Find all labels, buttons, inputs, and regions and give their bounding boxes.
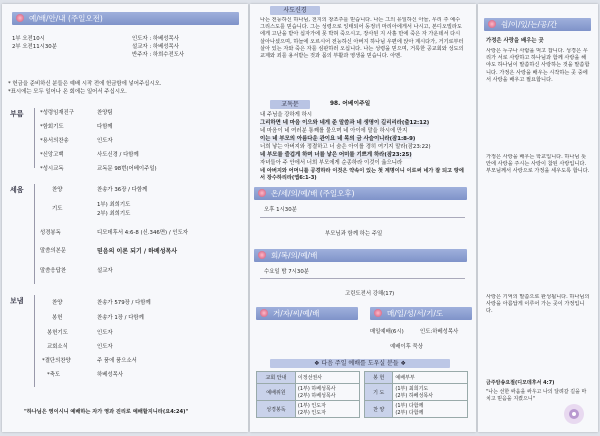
order-value: 인도자 [97, 138, 113, 144]
order-item: *신앙고백 [40, 152, 64, 158]
reading-line: 네 아버지와 어머니를 공경하라 이것은 약속이 있는 첫 계명이니 이로써 네가 잘 되고 땅에서 장수하리라(엡6:1-3) [260, 168, 464, 182]
duty-value: (1부) 다함께 (2부) 다함께 [393, 401, 468, 418]
reading-line: 그리하면 네 마음 이으와 네게 준 말씀과 네 생명이 길리리라(출12:12) [260, 120, 430, 126]
worship-header: 예/배/안/내 (주일오전) [12, 12, 239, 25]
flower-icon [260, 309, 268, 317]
duty-label: 예배위원 [257, 384, 296, 401]
order-item: *축도 [47, 372, 61, 378]
section-send: 보냄 [10, 297, 24, 305]
afternoon-time: 오후 1시30분 [264, 207, 297, 213]
order-value: 설교자 [97, 268, 113, 274]
reading-title: 교독문 [270, 100, 310, 109]
wednesday-header: 회/복/의/예/배 [254, 249, 467, 262]
daily-prayer-leader: 인도:하베성목사 [420, 329, 459, 335]
order-value: 찬송가 36장 / 다함께 [97, 187, 148, 193]
section-build: 세움 [10, 186, 24, 194]
duty-label: 교회 안내 [257, 372, 296, 384]
divider [260, 217, 465, 218]
order-item: *성시교독 [40, 166, 64, 172]
duty-label: 기 도 [365, 384, 393, 401]
order-value: 인도자 [97, 330, 113, 336]
flower-icon [488, 20, 496, 28]
flower-icon [16, 14, 24, 22]
reading-line: 이는 네 부모의 아름다운 관이요 네 목의 금 사슬이니라(잠1:8-9) [260, 136, 416, 142]
duty-value: (1부) 최희기도 (2부) 하베성목사 [393, 384, 468, 401]
duty-value: (1부) 인도자 (2부) 인도자 [295, 401, 359, 418]
order-value: 교독문 98번(어베이주일) [97, 166, 157, 172]
flower-icon [258, 189, 266, 197]
order-value: 찬송가 579장 / 다함께 [97, 300, 151, 306]
creed-title: 사도신경 [270, 6, 320, 15]
order-value: 찬양팀 [97, 110, 113, 116]
afternoon-title: 부모님과 함께 하는 주일 [325, 231, 383, 237]
reading-number: 98. 어베이주일 [330, 101, 371, 107]
duty-table-right [364, 371, 468, 418]
order-item: *용서의찬송 [40, 138, 69, 144]
order-item: 찬양 [52, 300, 63, 306]
duty-label: 봉 헌 [365, 372, 393, 384]
article-subtitle: 가정은 사랑을 배우는 곳 [486, 38, 544, 44]
duty-label: 성경봉독 [257, 401, 296, 418]
divider [34, 295, 35, 387]
prayer-header: 거/자/씨/예/배 [256, 307, 358, 320]
order-item: 말씀응답찬 [40, 268, 67, 274]
order-item: 성경봉독 [40, 230, 61, 236]
order-item: *함회기도 [40, 124, 64, 130]
daily-prayer-note: 예배이후 묵상 [390, 344, 423, 350]
duty-value: 이정선권사 [295, 372, 359, 384]
offering-note: * 헌금을 준비하신 분들은 예배 시작 전에 헌금함에 넣어주십시오. [8, 81, 162, 87]
standing-note: *표시에는 모두 일어나 온 회에는 일어서 주십시오. [8, 89, 127, 95]
afternoon-header: 온/세/의/예/배 (주일오후) [254, 187, 467, 200]
order-value: 사도신경 / 다함께 [97, 152, 139, 158]
order-item: *성령임재진구 [40, 110, 74, 116]
reading-line: 너희 낳는 아버지와 정결하고 너 숨은 아이를 경히 여기지 말라(잠23:22) [260, 144, 431, 150]
leader-role: 인도자 : 하베성목사 [132, 36, 179, 42]
duty-value: (1부) 하베성목사 (2부) 하베성목사 [295, 384, 359, 401]
order-item: 봉헌기도 [47, 330, 68, 336]
divider [34, 184, 35, 284]
divider [260, 278, 465, 279]
order-item: 교회소식 [47, 344, 68, 350]
daily-prayer-header: 매/일/성/서/기/도 [370, 307, 472, 320]
flower-icon [258, 251, 266, 259]
service-2-time: 2부 오전11시30분 [12, 44, 57, 50]
pianist-role: 반주자 : 하희수전도사 [132, 52, 185, 58]
article-paragraph: 사랑은 기억의 말씀으로 완성됩니다. 하나님의 사랑을 아름답게 이루어 가는 곳이 가정입니다. [486, 294, 590, 315]
order-value: 찬송가 1장 / 다함께 [97, 315, 144, 321]
reading-line: 네 부모를 즐겁게 하며 너를 낳은 어미를 기쁘게 하라(잠23:25) [260, 152, 412, 158]
order-item: 찬양 [52, 187, 63, 193]
duty-value: 예배부부 [393, 372, 468, 384]
daily-prayer-name: 매일예배(6시) [370, 329, 404, 335]
duty-label: 찬 양 [365, 401, 393, 418]
wednesday-time: 수요일 밤 7시30분 [264, 269, 309, 275]
footer-verse: "하나님은 영이시니 예배하는 자가 영과 진리로 예배할지니라(요4:24)" [24, 409, 189, 415]
next-week-header: ❖ 다음 주일 예배를 도우실 분들 ❖ [270, 359, 450, 368]
section-call: 부름 [10, 110, 24, 118]
order-item: *결단의찬양 [42, 358, 71, 364]
order-value: 다함께 [97, 124, 113, 130]
service-1-time: 1부 오전10시 [12, 36, 45, 42]
apostles-creed-text: 나는 전능하신 하나님, 천지의 창조주를 믿습니다. 나는 그의 유일하신 아들, 우리 주 예수 그리스도를 믿습니다. 그는 성령으로 잉태되어 동정녀 마리아에게서 나시고, 본디오빌라도에게 고난을 받아 십자가에 못 박혀 죽으시고, 장사된 지 사흘 만에 죽은 자 가운데서 다시 살아나셨으며, 하늘에 오르시어 전능하신 아버지 하나님 우편에 앉아 계시다가, 거기로부터 살아 있는 자와 죽은 자를 심판하러 오십니다. 나는 성령을 믿으며, 거룩한 공교회와 성도의 교제와 죄를 용서받는 것과 몸의 부활과 영생을 믿습니다. 아멘. [260, 17, 464, 60]
liturgy-panel [250, 4, 476, 432]
flower-icon [374, 309, 382, 317]
order-value: 주 품에 품으소서 [97, 358, 137, 364]
order-value: 1부) 최희기도 [97, 202, 131, 208]
duty-table-left [256, 371, 360, 418]
reading-line: 자녀들아 주 안에서 너희 부모에게 순종하라 이것이 옳으니라 [260, 160, 403, 166]
rest-space-header: 쉼/이/있/는/공/간 [484, 18, 591, 31]
reading-line: 내 주님을 강하게 하시 [260, 112, 313, 118]
order-item: 봉헌 [52, 315, 63, 321]
flower-decoration-icon [558, 399, 590, 429]
order-value: 2부) 최희기도 [97, 211, 131, 217]
order-item: 기도 [52, 206, 63, 212]
preacher-role: 설교자 : 하베성목사 [132, 44, 179, 50]
memory-verse-ref: 금주암송요절(디모데후서 4:7) [486, 380, 555, 386]
divider [34, 108, 35, 168]
memory-verse-text: "나는 선한 싸움을 싸우고 나의 달려갈 길을 마치고 믿음을 지켰으니" [486, 389, 587, 403]
rest-space-panel [478, 4, 598, 432]
order-value: 인도자 [97, 344, 113, 350]
order-value: 디모데후서 4:6-8 (신.346면) / 인도자 [97, 230, 189, 236]
article-paragraph: 사랑은 누구나 사람을 먹고 잡니다. 성경은 우리가 서로 사랑하고 하나님과 함께 사랑을 해야도 하나님이 말씀하신 사랑하는 것을 말씀합니다. 가정은 사랑을 배우는 시작하는 곳 중에서 사랑을 배우고 필요합니다. [486, 48, 590, 83]
order-value: 하베성목사 [97, 372, 124, 378]
article-paragraph: 가정은 사랑을 배우는 학교입니다. 하나님 뜻 안에 사랑을 주시는 사랑이 참된 사랑입니다. 부모님께서 사랑으로 가정을 세우도록 합니다. [486, 154, 590, 175]
sermon-title: 믿음의 이론 되기 / 하베성목사 [97, 248, 178, 255]
wednesday-title: 고린도전서 강해(17) [345, 291, 395, 297]
worship-order-panel [2, 4, 248, 432]
order-item: 말씀의본문 [40, 248, 67, 254]
reading-line: 네 마음이 네 여러분 통째를 물으며 네 아이에 말을 하시에 만지 [260, 128, 408, 134]
